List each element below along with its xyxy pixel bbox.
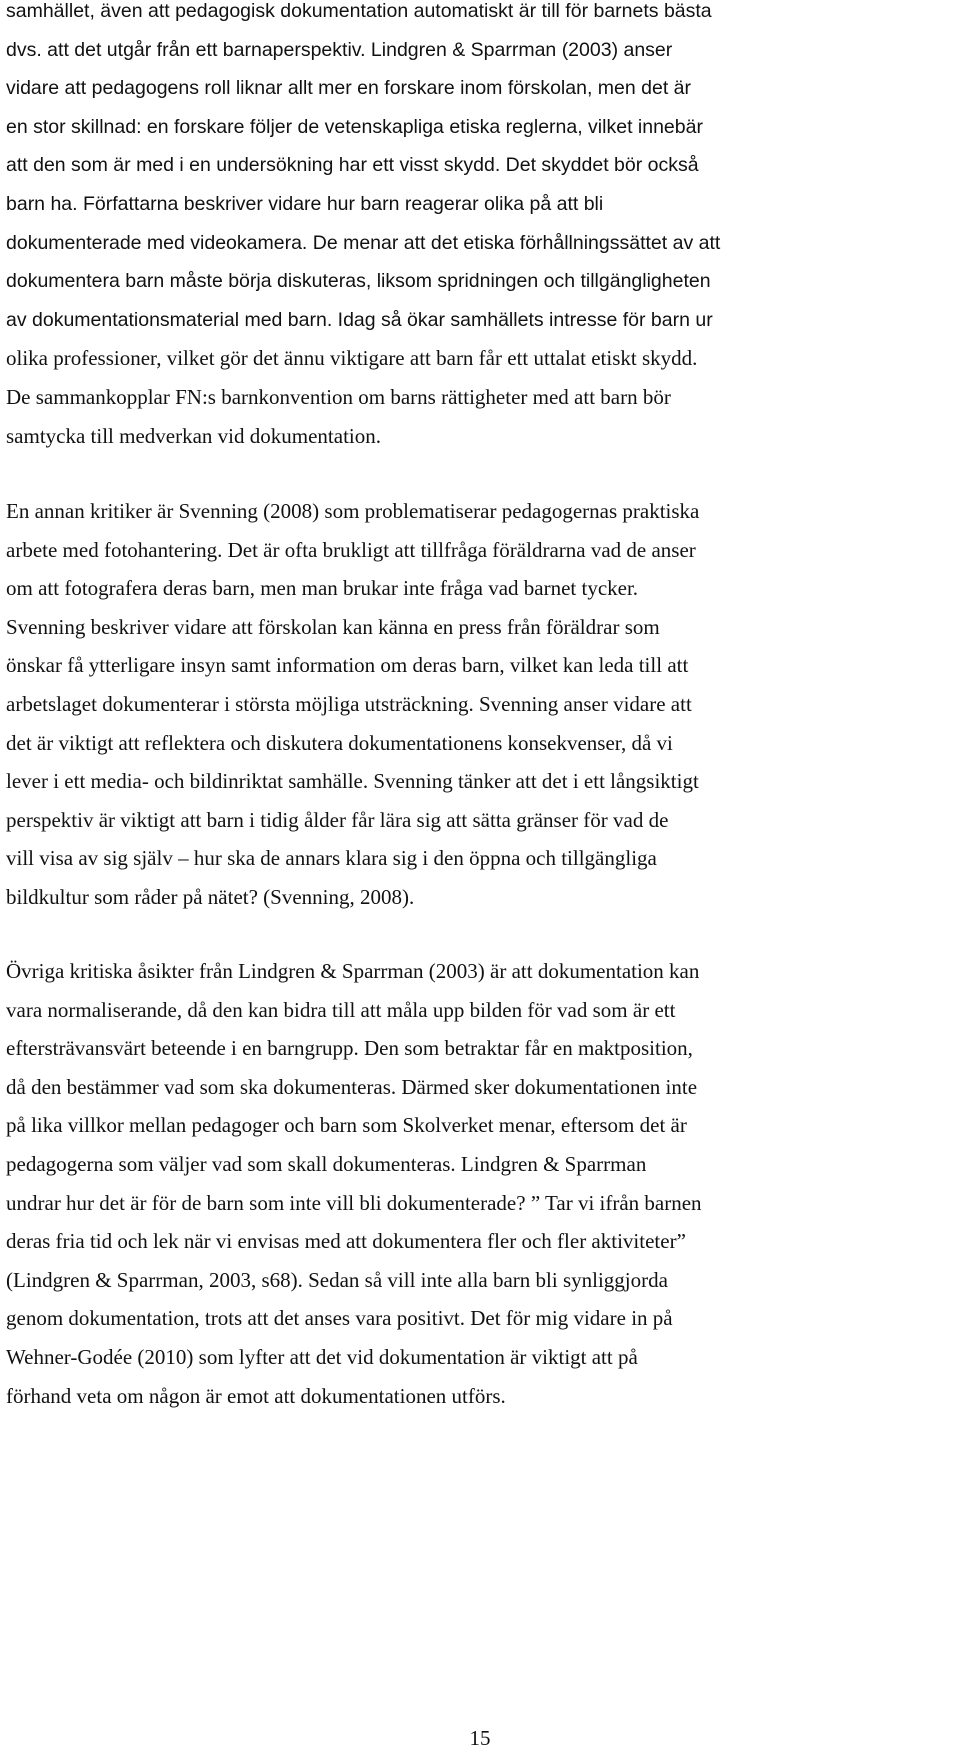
- paragraph-1: [6, 0, 720, 455]
- text-line: perspektiv är viktigt att barn i tidig ålder får lära sig att sätta gränser för vad de: [6, 807, 669, 832]
- text-line: om att fotografera deras barn, men man brukar inte fråga vad barnet tycker.: [6, 576, 639, 601]
- text-line: genom dokumentation, trots att det anses vara positivt. Det för mig vidare in på: [6, 1306, 673, 1331]
- text-line: Övriga kritiska åsikter från Lindgren & Sparrman (2003) är att dokumentation kan: [6, 959, 700, 983]
- text-line: De sammankopplar FN:s barnkonvention om barns rättigheter med att barn bör: [6, 384, 671, 409]
- text-line: önskar få ytterligare insyn samt information om deras barn, vilket kan leda till att: [6, 653, 689, 678]
- text-line: förhand veta om någon är emot att dokumentationen utförs.: [6, 1383, 506, 1408]
- paragraph-2: [6, 492, 699, 917]
- paragraph-3: [6, 952, 702, 1415]
- text-line: Svenning beskriver vidare att förskolan kan känna en press från föräldrar som: [6, 614, 660, 639]
- text-line: olika professioner, vilket gör det ännu viktigare att barn får ett uttalat etiskt skydd.: [6, 346, 698, 371]
- text-line: det är viktigt att reflektera och diskutera dokumentationens konsekvenser, då vi: [6, 730, 673, 755]
- text-line: samhället, även att pedagogisk dokumentation automatiskt är till för barnets bästa: [6, 0, 712, 22]
- text-line: på lika villkor mellan pedagoger och barn som Skolverket menar, eftersom det är: [6, 1113, 687, 1138]
- text-line: lever i ett media- och bildinriktat samhälle. Svenning tänker att det i ett långsiktigt: [6, 769, 699, 794]
- text-line: vara normaliserande, då den kan bidra till att måla upp bilden för vad som är ett: [6, 997, 676, 1022]
- text-line: en stor skillnad: en forskare följer de vetenskapliga etiska reglerna, vilket innebär: [6, 115, 703, 138]
- text-line: dvs. att det utgår från ett barnaperspektiv. Lindgren & Sparrman (2003) anser: [6, 38, 673, 61]
- text-line: pedagogerna som väljer vad som skall dokumenteras. Lindgren & Sparrman: [6, 1151, 647, 1176]
- text-line: då den bestämmer vad som ska dokumenteras. Därmed sker dokumentationen inte: [6, 1074, 698, 1099]
- text-line: En annan kritiker är Svenning (2008) som problematiserar pedagogernas praktiska: [6, 499, 700, 523]
- text-line: att den som är med i en undersökning har ett visst skydd. Det skyddet bör också: [6, 154, 699, 177]
- text-line: vidare att pedagogens roll liknar allt mer en forskare inom förskolan, men det är: [6, 77, 692, 100]
- text-line: undrar hur det är för de barn som inte vill bli dokumenterade? ” Tar vi ifrån barnen: [6, 1190, 702, 1215]
- text-line: deras fria tid och lek när vi envisas med att dokumentera fler och fler aktiviteter”: [6, 1229, 686, 1254]
- text-line: arbetslaget dokumenterar i största möjliga utsträckning. Svenning anser vidare att: [6, 691, 692, 716]
- text-line: Wehner-Godée (2010) som lyfter att det vid dokumentation är viktigt att på: [6, 1344, 638, 1369]
- text-line: bildkultur som råder på nätet? (Svenning, 2008).: [6, 884, 415, 909]
- text-line: barn ha. Författarna beskriver vidare hur barn reagerar olika på att bli: [6, 192, 604, 215]
- text-line: av dokumentationsmaterial med barn. Idag så ökar samhällets intresse för barn ur: [6, 308, 713, 331]
- text-line: dokumenterade med videokamera. De menar att det etiska förhållningssättet av att: [6, 231, 721, 254]
- page-number: 15: [469, 1726, 491, 1750]
- text-line: samtycka till medverkan vid dokumentation.: [6, 423, 381, 448]
- text-line: dokumentera barn måste börja diskuteras, liksom spridningen och tillgängligheten: [6, 270, 711, 293]
- text-line: arbete med fotohantering. Det är ofta brukligt att tillfråga föräldrarna vad de anser: [6, 537, 696, 562]
- text-line: (Lindgren & Sparrman, 2003, s68). Sedan så vill inte alla barn bli synliggjorda: [6, 1267, 668, 1292]
- text-line: eftersträvansvärt beteende i en barngrupp. Den som betraktar får en maktposition,: [6, 1036, 693, 1061]
- text-line: vill visa av sig själv – hur ska de annars klara sig i den öppna och tillgängliga: [6, 846, 657, 871]
